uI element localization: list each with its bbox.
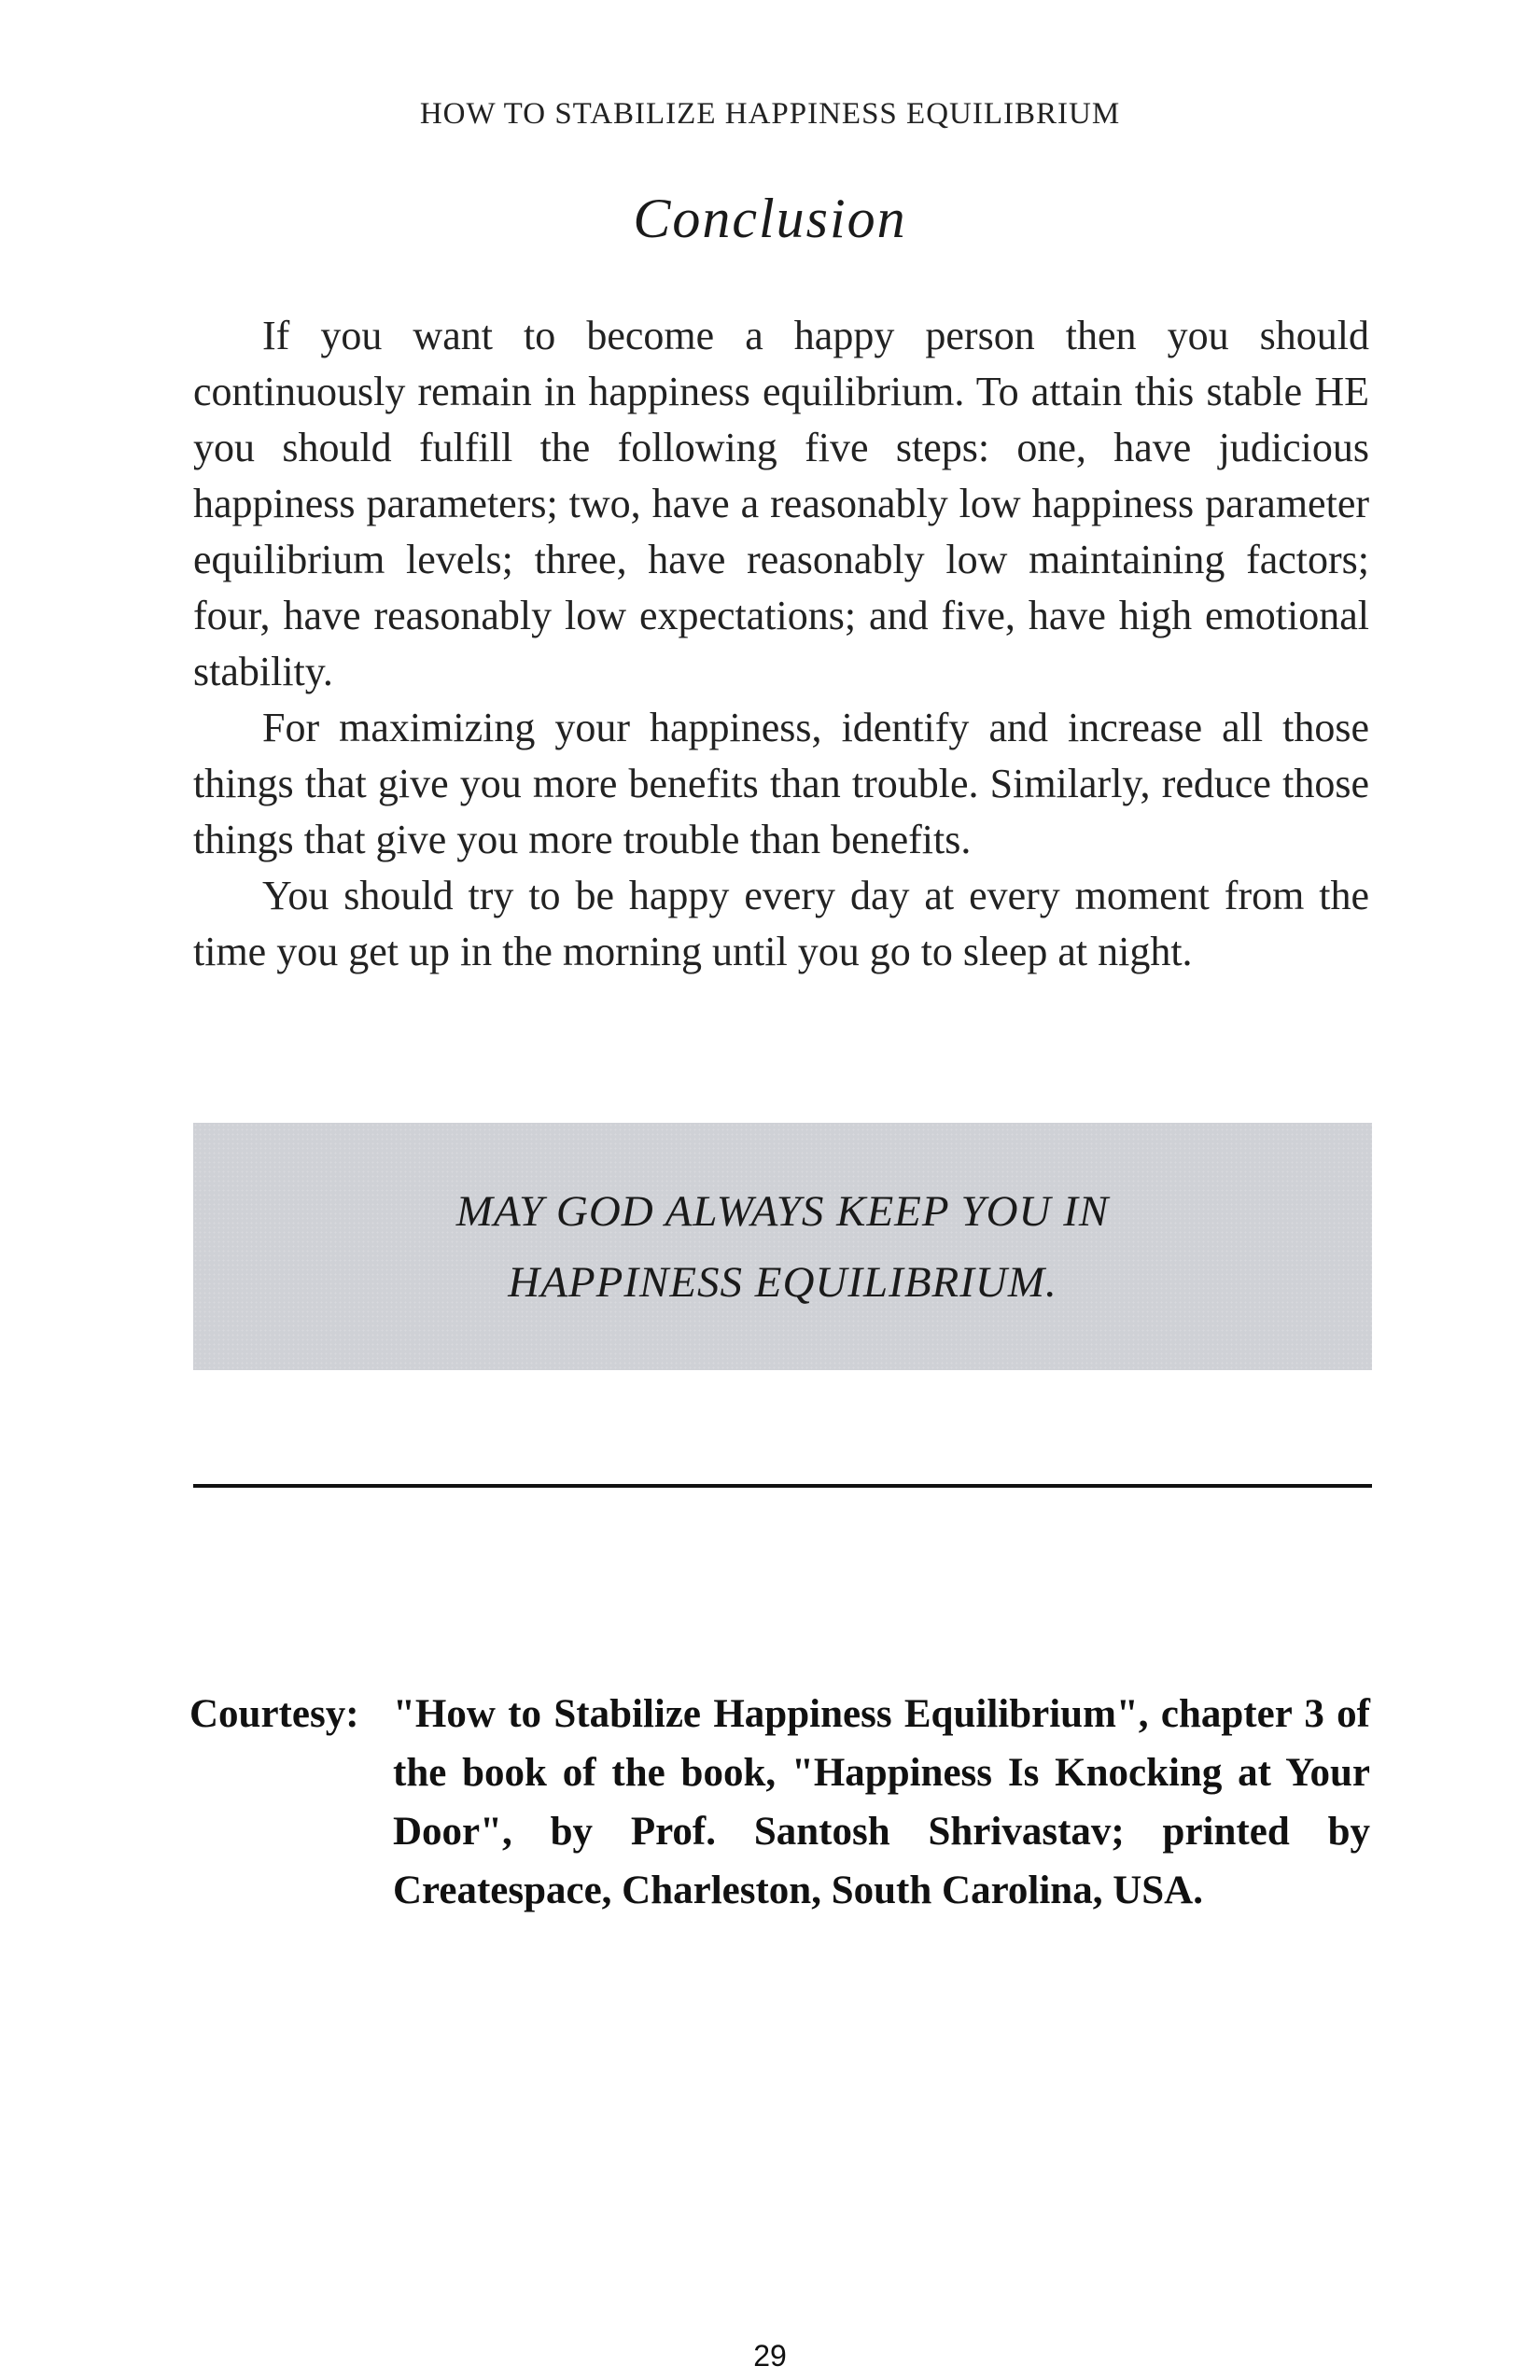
body-text — [193, 308, 1369, 980]
paragraph-3: You should try to be happy every day at every moment from the time you get up in the morning until you go to sleep at night. — [193, 873, 1369, 974]
courtesy-note — [189, 1685, 1370, 1920]
callout-line-1: MAY GOD ALWAYS KEEP YOU IN — [455, 1186, 1110, 1236]
callout-line-2: HAPPINESS EQUILIBRIUM. — [508, 1257, 1057, 1307]
courtesy-label: Courtesy: — [189, 1692, 359, 1736]
section-title: Conclusion — [633, 188, 907, 249]
paragraph-2: For maximizing your happiness, identify and increase all those things that give you more benefits than trouble. Similarly, reduce those things that give you more trouble than benefits. — [193, 705, 1369, 862]
horizontal-divider — [193, 1484, 1372, 1488]
running-header: HOW TO STABILIZE HAPPINESS EQUILIBRIUM — [419, 97, 1121, 131]
blessing-callout-text — [456, 1176, 1110, 1318]
blessing-callout-box — [193, 1123, 1372, 1370]
page-number: 29 — [753, 2339, 787, 2373]
courtesy-text: "How to Stabilize Happiness Equilibrium", chapter 3 of the book of the book, "Happiness Is Knocking at Your Door", by Prof. Santosh Shrivastav; printed by Createspace, Charleston, South Carolina, USA. — [393, 1692, 1370, 1912]
paragraph-1: If you want to become a happy person then you should continuously remain in happiness equilibrium. To attain this stable HE you should fulfill the following five steps: one, have judicious happiness parameters; two, have a reasonably low happiness parameter equilibrium levels; three, have reasonably low maintaining factors; four, have reasonably low expectations; and five, have high emotional stability. — [193, 313, 1369, 694]
